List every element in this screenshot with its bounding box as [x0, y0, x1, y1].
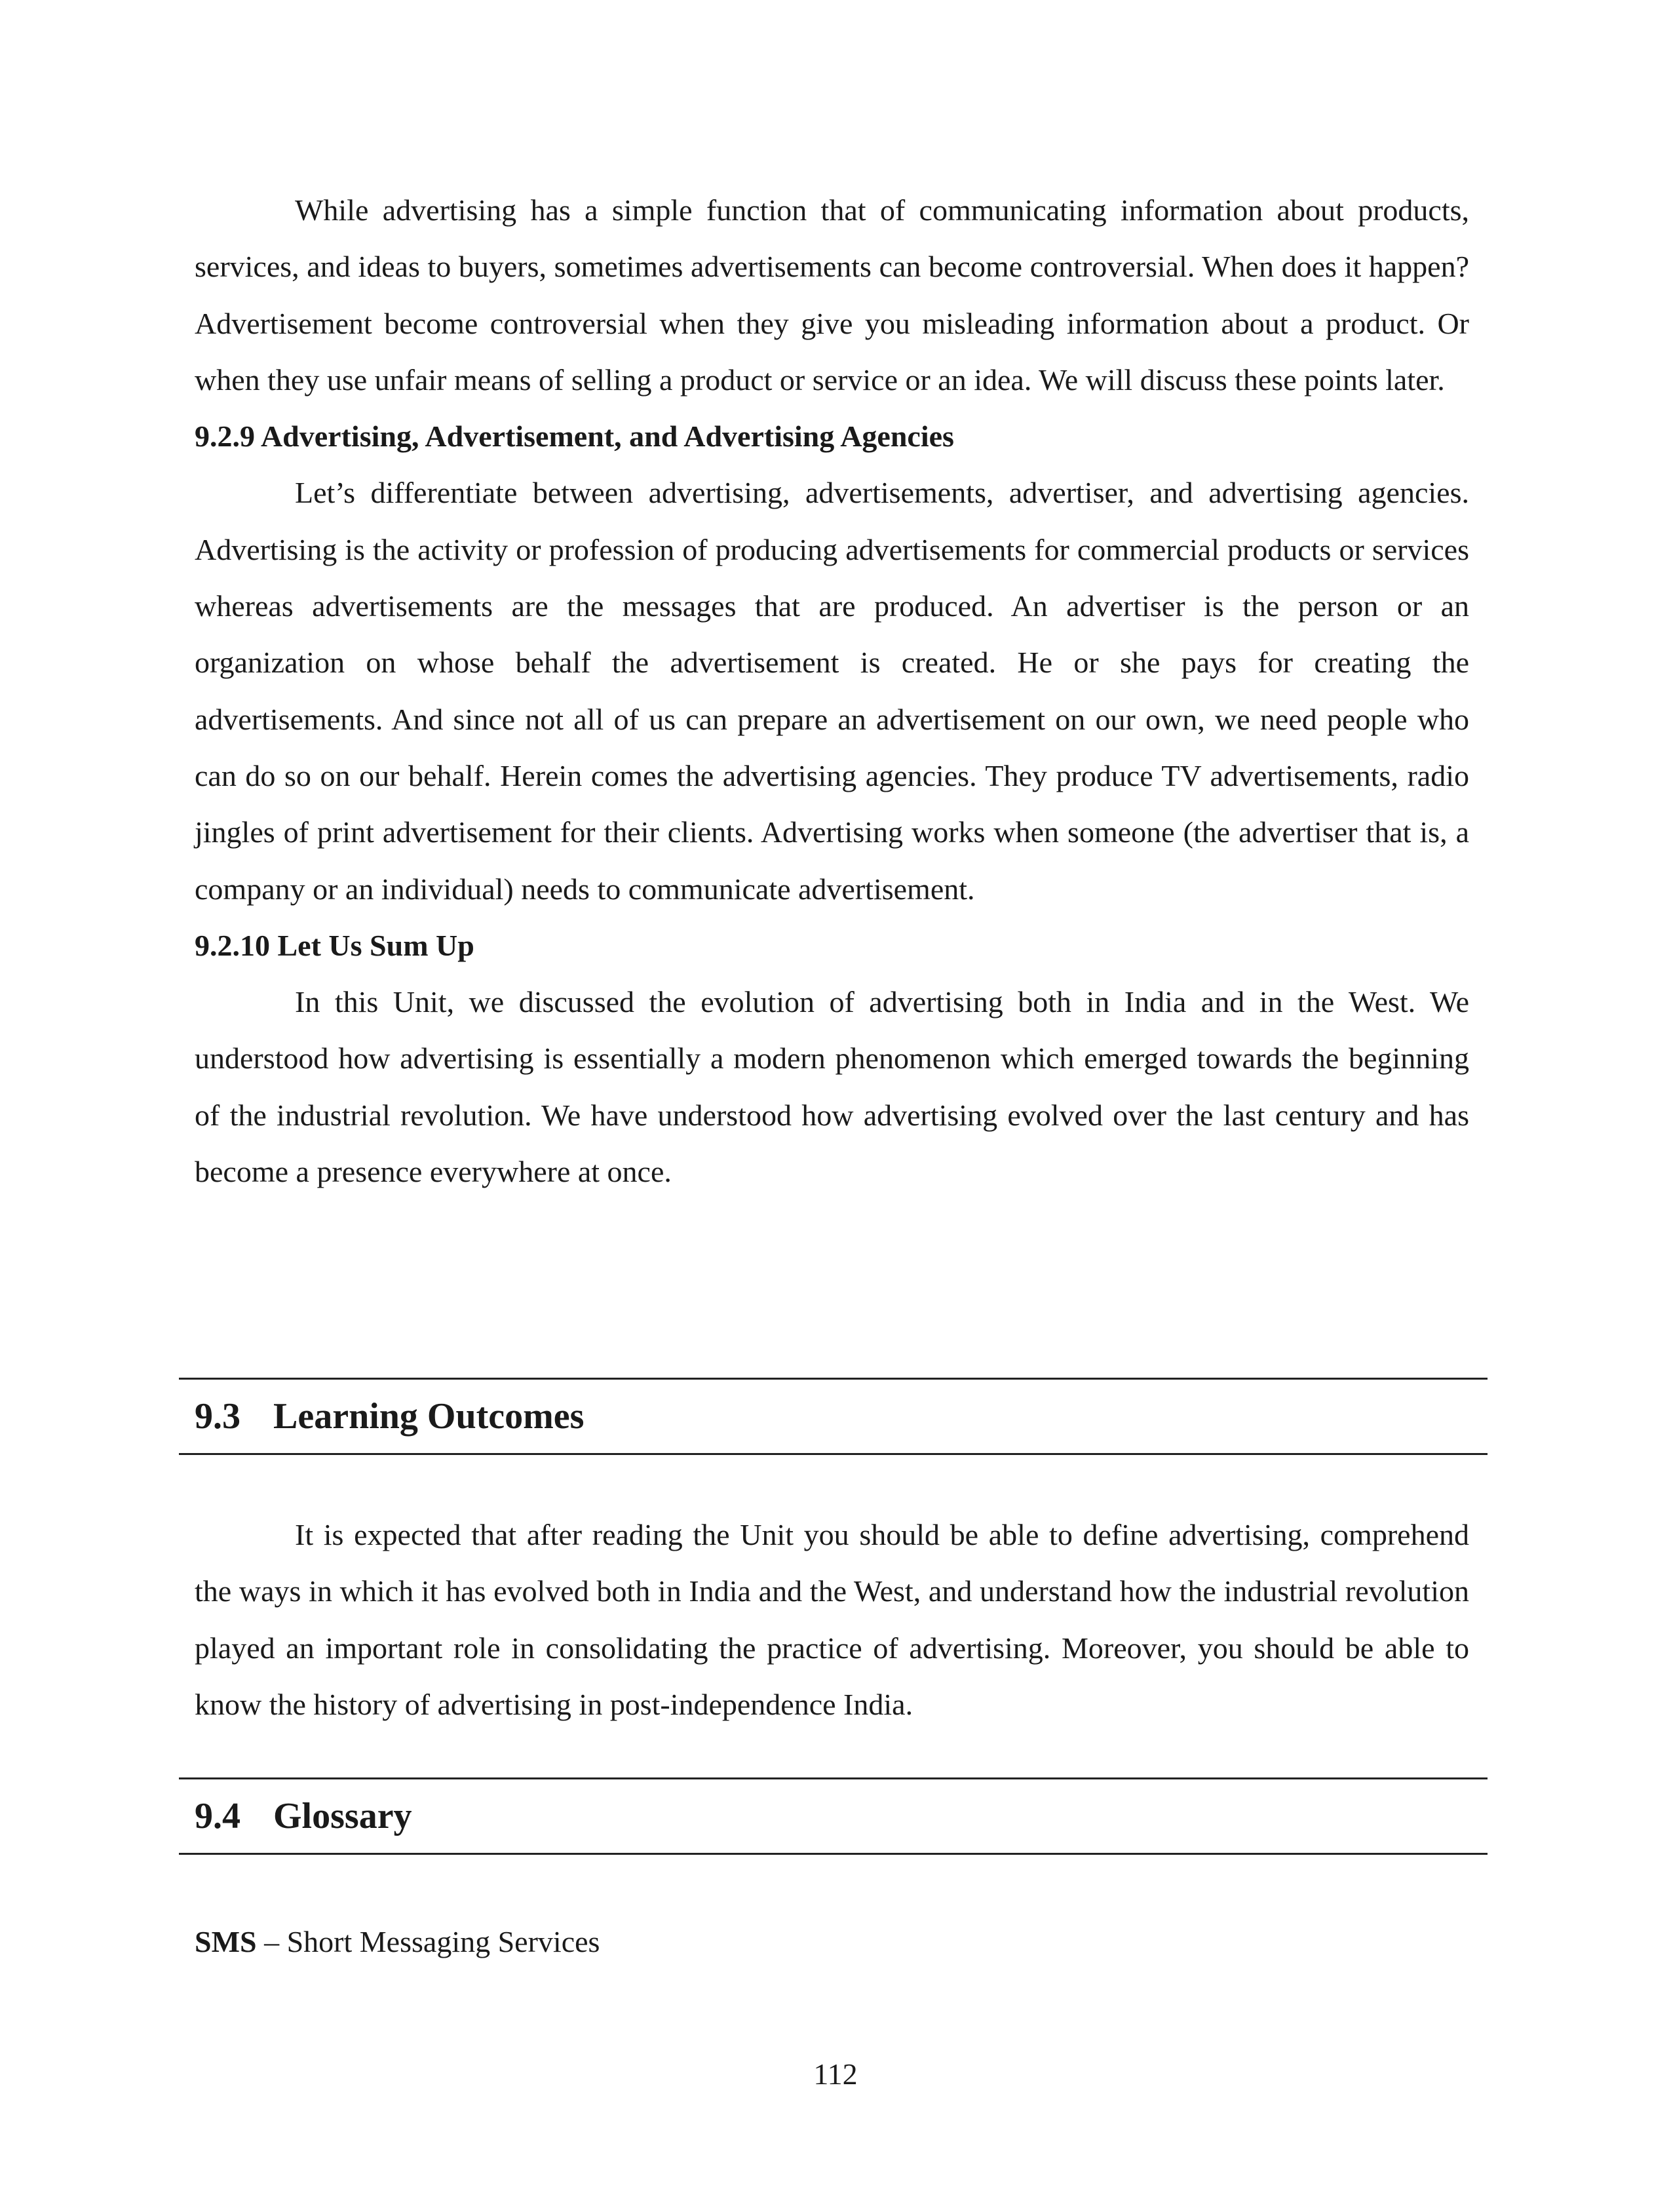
subsection-9-2-9-paragraph: Let’s differentiate between advertising, advertisements, advertiser, and advertising agencies. Advertising is the activity or profession of producing advertisements for commercial products or services whereas advertisements are the messages that are produced. An advertiser is the person or an organization on whose behalf the advertisement is created. He or she pays for creating the advertisements. And since not all of us can prepare an advertisement on our own, we need people who can do so on our behalf. Herein comes the advertising agencies. They produce TV advertisements, radio jingles of print advertisement for their clients. Advertising works when someone (the advertiser that is, a company or an individual) needs to communicate advertisement.	[195, 476, 1469, 906]
section-number: 9.3	[195, 1396, 240, 1437]
glossary-entry	[195, 1914, 600, 1970]
subsection-9-2-10-paragraph: In this Unit, we discussed the evolution of advertising both in India and in the West. We understood how advertising is essentially a modern phenomenon which emerged towards the beginning of the industrial revolution. We have understood how advertising evolved over the last century and has become a presence everywhere at once.	[195, 985, 1469, 1189]
subsection-heading-9-2-10: 9.2.10 Let Us Sum Up	[195, 928, 474, 962]
section-title-9-3	[179, 1380, 1488, 1453]
section-title-9-4	[179, 1779, 1488, 1853]
subsection-heading-9-2-9: 9.2.9 Advertising, Advertisement, and Advertising Agencies	[195, 419, 954, 454]
glossary-term: SMS	[195, 1925, 257, 1958]
learning-outcomes-paragraph: It is expected that after reading the Unit you should be able to define advertising, comprehend the ways in which it has evolved both in India and the West, and understand how the industrial revolution played an important role in consolidating the practice of advertising. Moreover, you should be able to know the history of advertising in post-independence India.	[195, 1518, 1469, 1721]
intro-paragraph: While advertising has a simple function that of communicating information about products, services, and ideas to buyers, sometimes advertisements can become controversial. When does it happen? Advertisement become controversial when they give you misleading information about a product. Or when they use unfair means of selling a product or service or an idea. We will discuss these points later.	[195, 193, 1469, 397]
section-title-text: Glossary	[273, 1796, 412, 1836]
page-number: 112	[813, 2057, 858, 2091]
section-heading-9-3	[179, 1378, 1488, 1455]
glossary-definition: Short Messaging Services	[286, 1925, 600, 1958]
section-number: 9.4	[195, 1796, 240, 1836]
section-title-text: Learning Outcomes	[273, 1396, 585, 1437]
learning-outcomes-block	[195, 1507, 1469, 1733]
main-text	[195, 182, 1469, 1200]
glossary-separator: –	[256, 1925, 287, 1958]
section-heading-9-4	[179, 1777, 1488, 1855]
